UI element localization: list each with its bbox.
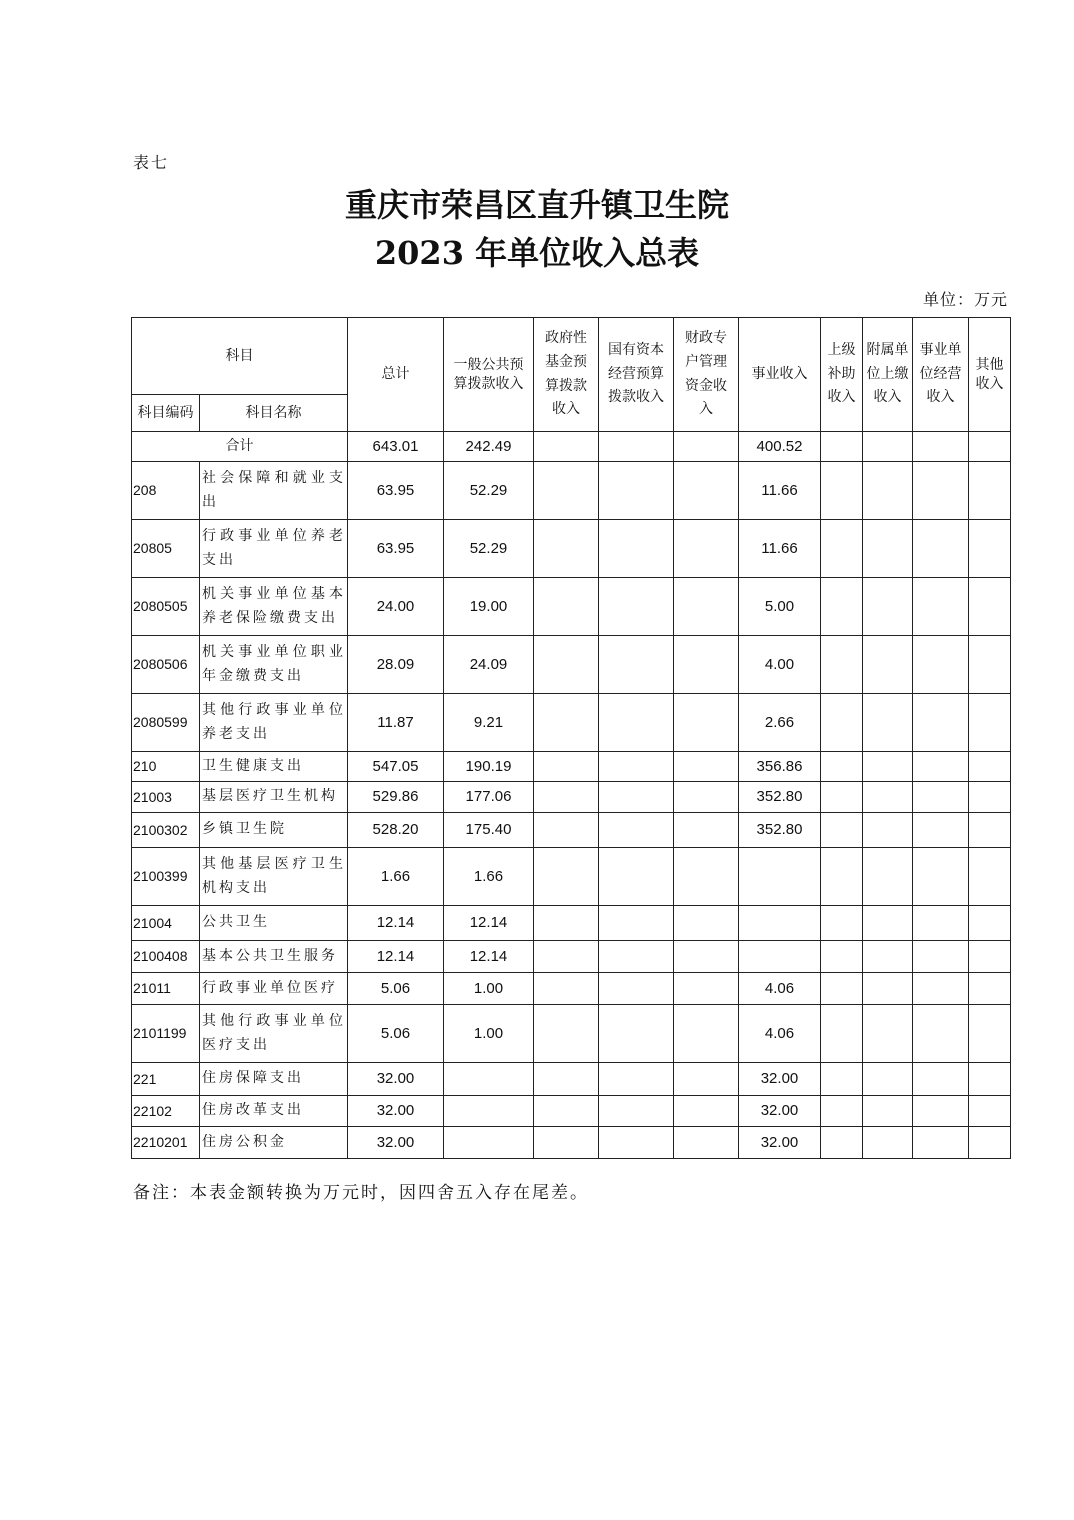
total-business-income: 400.52 — [739, 432, 821, 462]
row-special-account — [674, 973, 739, 1005]
header-operation-income: 事业单位经营收入 — [913, 318, 969, 432]
row-code: 2080599 — [132, 694, 200, 752]
row-special-account — [674, 906, 739, 941]
row-affiliated-unit — [863, 520, 913, 578]
row-business-income: 352.80 — [739, 813, 821, 848]
row-special-account — [674, 941, 739, 973]
total-amount: 643.01 — [348, 432, 444, 462]
row-fund-budget — [534, 1005, 599, 1063]
row-operation-income — [913, 520, 969, 578]
row-superior-subsidy — [821, 973, 863, 1005]
table-row — [132, 973, 1011, 1005]
row-state-capital — [599, 462, 674, 520]
row-superior-subsidy — [821, 848, 863, 906]
table-row — [132, 462, 1011, 520]
header-superior-subsidy: 上级补助收入 — [821, 318, 863, 432]
row-operation-income — [913, 694, 969, 752]
row-state-capital — [599, 906, 674, 941]
row-fund-budget — [534, 578, 599, 636]
row-other-income — [969, 941, 1011, 973]
row-name: 基层医疗卫生机构 — [200, 782, 348, 813]
row-total: 24.00 — [348, 578, 444, 636]
row-name: 机关事业单位职业年金缴费支出 — [200, 636, 348, 694]
row-code: 2101199 — [132, 1005, 200, 1063]
row-code: 2100399 — [132, 848, 200, 906]
table-row — [132, 694, 1011, 752]
row-special-account — [674, 694, 739, 752]
row-business-income — [739, 848, 821, 906]
row-name: 行政事业单位养老支出 — [200, 520, 348, 578]
row-total: 63.95 — [348, 462, 444, 520]
row-fund-budget — [534, 1096, 599, 1127]
row-general-budget — [444, 1096, 534, 1127]
row-total: 1.66 — [348, 848, 444, 906]
row-name: 住房公积金 — [200, 1127, 348, 1159]
row-special-account — [674, 1096, 739, 1127]
row-affiliated-unit — [863, 578, 913, 636]
row-affiliated-unit — [863, 752, 913, 782]
header-fund-budget: 政府性基金预算拨款收入 — [534, 318, 599, 432]
row-other-income — [969, 752, 1011, 782]
row-other-income — [969, 813, 1011, 848]
row-superior-subsidy — [821, 1005, 863, 1063]
row-state-capital — [599, 782, 674, 813]
row-affiliated-unit — [863, 813, 913, 848]
row-state-capital — [599, 941, 674, 973]
footnote: 备注：本表金额转换为万元时，因四舍五入存在尾差。 — [133, 1183, 589, 1203]
row-business-income: 4.06 — [739, 973, 821, 1005]
row-business-income — [739, 941, 821, 973]
row-state-capital — [599, 752, 674, 782]
header-general-budget: 一般公共预算拨款收入 — [444, 318, 534, 432]
row-special-account — [674, 782, 739, 813]
row-affiliated-unit — [863, 462, 913, 520]
row-total: 547.05 — [348, 752, 444, 782]
row-total: 5.06 — [348, 973, 444, 1005]
row-code: 21011 — [132, 973, 200, 1005]
row-total: 63.95 — [348, 520, 444, 578]
header-other-income: 其他收入 — [969, 318, 1011, 432]
row-fund-budget — [534, 462, 599, 520]
row-affiliated-unit — [863, 906, 913, 941]
table-row — [132, 752, 1011, 782]
row-affiliated-unit — [863, 1063, 913, 1096]
row-total: 12.14 — [348, 906, 444, 941]
row-general-budget: 24.09 — [444, 636, 534, 694]
row-state-capital — [599, 973, 674, 1005]
row-fund-budget — [534, 520, 599, 578]
row-code: 2210201 — [132, 1127, 200, 1159]
row-state-capital — [599, 1096, 674, 1127]
row-business-income: 4.00 — [739, 636, 821, 694]
row-special-account — [674, 848, 739, 906]
table-row — [132, 813, 1011, 848]
row-fund-budget — [534, 848, 599, 906]
row-superior-subsidy — [821, 813, 863, 848]
row-code: 221 — [132, 1063, 200, 1096]
row-name: 其他行政事业单位医疗支出 — [200, 1005, 348, 1063]
row-business-income: 11.66 — [739, 520, 821, 578]
row-other-income — [969, 520, 1011, 578]
row-state-capital — [599, 578, 674, 636]
row-other-income — [969, 848, 1011, 906]
row-fund-budget — [534, 694, 599, 752]
row-superior-subsidy — [821, 694, 863, 752]
row-other-income — [969, 1127, 1011, 1159]
table-row — [132, 906, 1011, 941]
header-state-capital: 国有资本经营预算拨款收入 — [599, 318, 674, 432]
total-superior-subsidy — [821, 432, 863, 462]
table-row — [132, 636, 1011, 694]
row-superior-subsidy — [821, 578, 863, 636]
row-general-budget: 12.14 — [444, 906, 534, 941]
row-operation-income — [913, 578, 969, 636]
row-code: 21003 — [132, 782, 200, 813]
row-general-budget: 175.40 — [444, 813, 534, 848]
total-operation-income — [913, 432, 969, 462]
row-general-budget — [444, 1127, 534, 1159]
document-title-line2: 2023 年单位收入总表 — [374, 234, 700, 272]
row-affiliated-unit — [863, 694, 913, 752]
row-code: 20805 — [132, 520, 200, 578]
row-other-income — [969, 782, 1011, 813]
row-affiliated-unit — [863, 848, 913, 906]
row-other-income — [969, 973, 1011, 1005]
row-operation-income — [913, 848, 969, 906]
row-special-account — [674, 578, 739, 636]
header-subject-name: 科目名称 — [200, 395, 348, 432]
row-name: 乡镇卫生院 — [200, 813, 348, 848]
row-total: 529.86 — [348, 782, 444, 813]
row-general-budget: 9.21 — [444, 694, 534, 752]
document-title-line1: 重庆市荣昌区直升镇卫生院 — [344, 186, 729, 224]
row-name: 社会保障和就业支出 — [200, 462, 348, 520]
row-general-budget: 1.00 — [444, 973, 534, 1005]
row-fund-budget — [534, 1063, 599, 1096]
row-name: 机关事业单位基本养老保险缴费支出 — [200, 578, 348, 636]
row-fund-budget — [534, 941, 599, 973]
row-fund-budget — [534, 752, 599, 782]
total-special-account — [674, 432, 739, 462]
row-superior-subsidy — [821, 1063, 863, 1096]
row-business-income — [739, 906, 821, 941]
row-fund-budget — [534, 813, 599, 848]
row-operation-income — [913, 752, 969, 782]
row-name: 行政事业单位医疗 — [200, 973, 348, 1005]
row-name: 其他基层医疗卫生机构支出 — [200, 848, 348, 906]
row-fund-budget — [534, 782, 599, 813]
row-affiliated-unit — [863, 636, 913, 694]
row-state-capital — [599, 1127, 674, 1159]
row-state-capital — [599, 636, 674, 694]
row-name: 住房改革支出 — [200, 1096, 348, 1127]
row-general-budget: 12.14 — [444, 941, 534, 973]
row-special-account — [674, 520, 739, 578]
row-total: 32.00 — [348, 1127, 444, 1159]
row-special-account — [674, 1063, 739, 1096]
table-row — [132, 941, 1011, 973]
table-row — [132, 1005, 1011, 1063]
table-row — [132, 1096, 1011, 1127]
row-operation-income — [913, 973, 969, 1005]
row-other-income — [969, 578, 1011, 636]
row-operation-income — [913, 1127, 969, 1159]
row-operation-income — [913, 462, 969, 520]
row-affiliated-unit — [863, 941, 913, 973]
row-superior-subsidy — [821, 941, 863, 973]
row-affiliated-unit — [863, 1127, 913, 1159]
row-business-income: 5.00 — [739, 578, 821, 636]
row-fund-budget — [534, 973, 599, 1005]
row-affiliated-unit — [863, 782, 913, 813]
table-row — [132, 782, 1011, 813]
header-subject: 科目 — [132, 318, 348, 395]
row-general-budget: 1.00 — [444, 1005, 534, 1063]
header-affiliated-unit: 附属单位上缴收入 — [863, 318, 913, 432]
row-code: 2080506 — [132, 636, 200, 694]
row-other-income — [969, 906, 1011, 941]
row-operation-income — [913, 1005, 969, 1063]
row-affiliated-unit — [863, 1096, 913, 1127]
row-code: 2080505 — [132, 578, 200, 636]
row-business-income: 352.80 — [739, 782, 821, 813]
table-row — [132, 1127, 1011, 1159]
header-subject-code: 科目编码 — [132, 395, 200, 432]
row-name: 其他行政事业单位养老支出 — [200, 694, 348, 752]
total-label: 合计 — [132, 432, 348, 462]
row-state-capital — [599, 1063, 674, 1096]
row-total: 32.00 — [348, 1096, 444, 1127]
total-other-income — [969, 432, 1011, 462]
row-special-account — [674, 813, 739, 848]
row-affiliated-unit — [863, 973, 913, 1005]
row-business-income: 32.00 — [739, 1127, 821, 1159]
row-special-account — [674, 1127, 739, 1159]
row-special-account — [674, 636, 739, 694]
row-business-income: 356.86 — [739, 752, 821, 782]
row-total: 28.09 — [348, 636, 444, 694]
row-code: 208 — [132, 462, 200, 520]
row-other-income — [969, 636, 1011, 694]
row-business-income: 32.00 — [739, 1096, 821, 1127]
row-general-budget: 1.66 — [444, 848, 534, 906]
row-state-capital — [599, 1005, 674, 1063]
row-operation-income — [913, 813, 969, 848]
row-name: 基本公共卫生服务 — [200, 941, 348, 973]
row-state-capital — [599, 694, 674, 752]
header-special-account: 财政专户管理资金收入 — [674, 318, 739, 432]
total-general-budget: 242.49 — [444, 432, 534, 462]
row-general-budget: 19.00 — [444, 578, 534, 636]
row-operation-income — [913, 906, 969, 941]
row-business-income: 2.66 — [739, 694, 821, 752]
row-code: 22102 — [132, 1096, 200, 1127]
row-name: 住房保障支出 — [200, 1063, 348, 1096]
row-other-income — [969, 1005, 1011, 1063]
row-other-income — [969, 694, 1011, 752]
row-total: 5.06 — [348, 1005, 444, 1063]
row-operation-income — [913, 1096, 969, 1127]
total-fund-budget — [534, 432, 599, 462]
row-general-budget: 52.29 — [444, 462, 534, 520]
row-other-income — [969, 1063, 1011, 1096]
row-superior-subsidy — [821, 752, 863, 782]
row-general-budget — [444, 1063, 534, 1096]
row-special-account — [674, 752, 739, 782]
row-total: 528.20 — [348, 813, 444, 848]
row-special-account — [674, 1005, 739, 1063]
row-business-income: 32.00 — [739, 1063, 821, 1096]
row-operation-income — [913, 636, 969, 694]
row-state-capital — [599, 520, 674, 578]
row-superior-subsidy — [821, 636, 863, 694]
row-general-budget: 177.06 — [444, 782, 534, 813]
row-name: 卫生健康支出 — [200, 752, 348, 782]
table-row — [132, 520, 1011, 578]
row-operation-income — [913, 941, 969, 973]
row-state-capital — [599, 813, 674, 848]
row-general-budget: 52.29 — [444, 520, 534, 578]
row-superior-subsidy — [821, 520, 863, 578]
row-name: 公共卫生 — [200, 906, 348, 941]
table-number: 表七 — [133, 153, 170, 172]
row-fund-budget — [534, 636, 599, 694]
row-code: 210 — [132, 752, 200, 782]
row-total: 11.87 — [348, 694, 444, 752]
row-fund-budget — [534, 906, 599, 941]
row-fund-budget — [534, 1127, 599, 1159]
income-summary-table — [131, 317, 1011, 1159]
total-affiliated-unit — [863, 432, 913, 462]
row-business-income: 4.06 — [739, 1005, 821, 1063]
row-superior-subsidy — [821, 1127, 863, 1159]
row-operation-income — [913, 782, 969, 813]
table-row — [132, 578, 1011, 636]
row-code: 21004 — [132, 906, 200, 941]
row-superior-subsidy — [821, 1096, 863, 1127]
unit-label: 单位：万元 — [922, 290, 1008, 309]
row-superior-subsidy — [821, 782, 863, 813]
row-other-income — [969, 1096, 1011, 1127]
table-row — [132, 1063, 1011, 1096]
total-state-capital — [599, 432, 674, 462]
table-row — [132, 848, 1011, 906]
row-business-income: 11.66 — [739, 462, 821, 520]
row-total: 32.00 — [348, 1063, 444, 1096]
row-code: 2100408 — [132, 941, 200, 973]
header-business-income: 事业收入 — [739, 318, 821, 432]
row-state-capital — [599, 848, 674, 906]
header-total: 总计 — [348, 318, 444, 432]
row-special-account — [674, 462, 739, 520]
row-total: 12.14 — [348, 941, 444, 973]
row-general-budget: 190.19 — [444, 752, 534, 782]
row-superior-subsidy — [821, 906, 863, 941]
row-superior-subsidy — [821, 462, 863, 520]
row-operation-income — [913, 1063, 969, 1096]
total-row — [132, 432, 1011, 462]
row-other-income — [969, 462, 1011, 520]
row-code: 2100302 — [132, 813, 200, 848]
row-affiliated-unit — [863, 1005, 913, 1063]
